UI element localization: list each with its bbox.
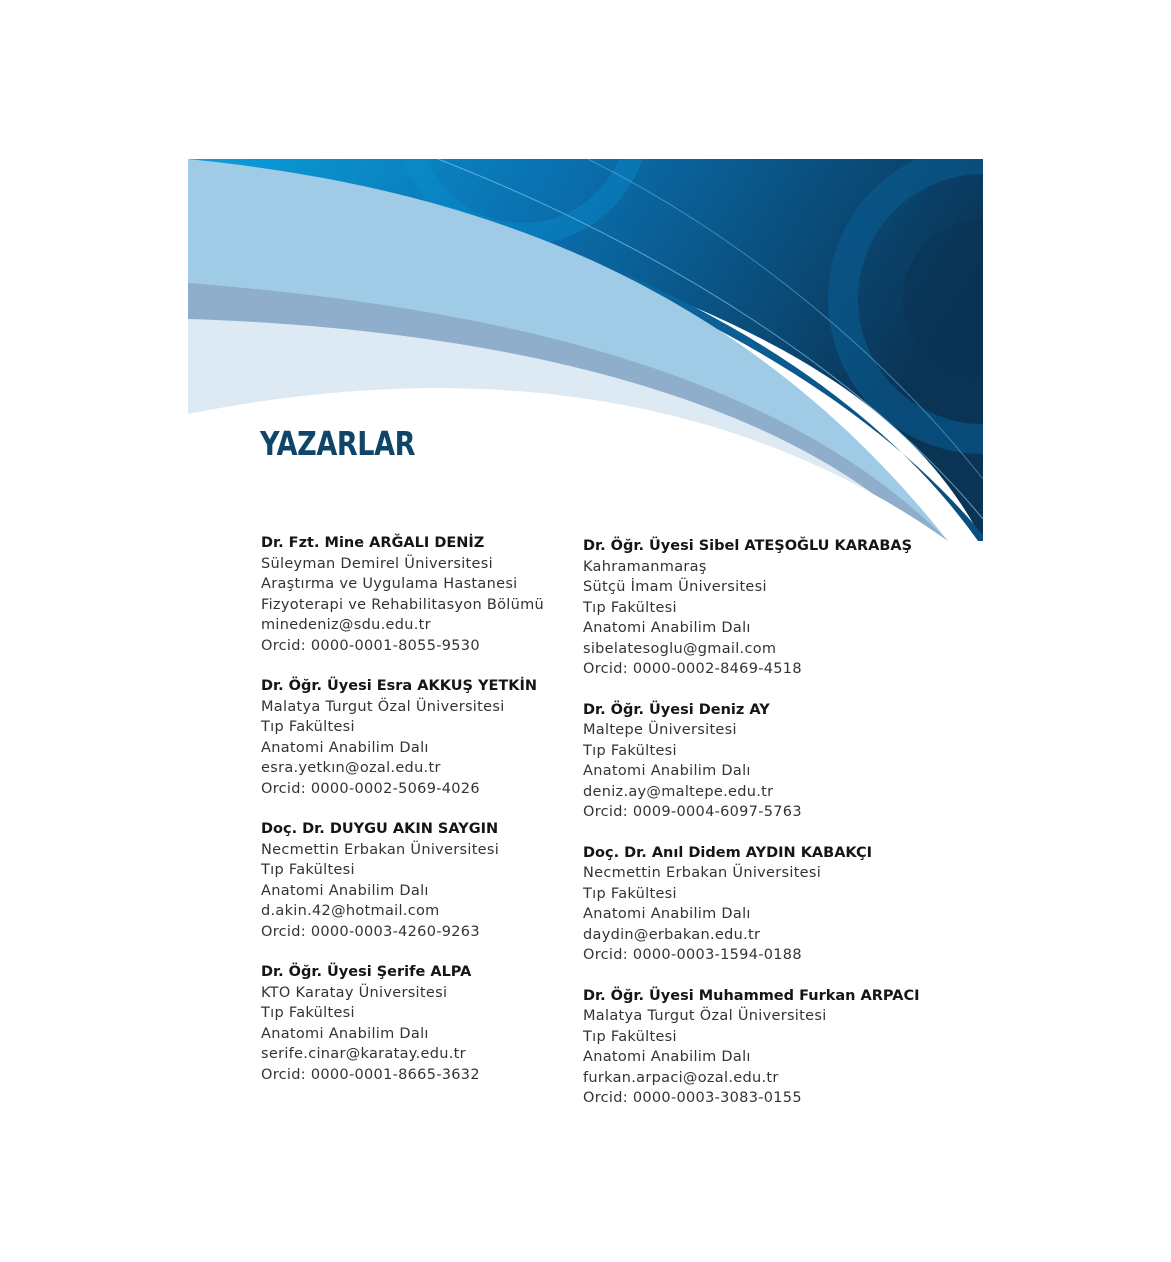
header-banner xyxy=(188,159,983,541)
author-name: Dr. Öğr. Üyesi Esra AKKUŞ YETKİN xyxy=(261,678,538,694)
author-faculty: Tıp Fakültesi xyxy=(261,862,355,878)
author-email: d.akin.42@hotmail.com xyxy=(261,903,440,919)
author-department: Anatomi Anabilim Dalı xyxy=(261,1025,429,1042)
author-department: Anatomi Anabilim Dalı xyxy=(261,739,429,756)
author-entry xyxy=(583,986,943,1109)
author-department: Anatomi Anabilim Dalı xyxy=(583,620,751,636)
author-name: Dr. Fzt. Mine ARĞALI DENİZ xyxy=(261,535,485,551)
author-affiliation: Araştırma ve Uygulama Hastanesi xyxy=(261,576,518,592)
author-email: esra.yetkın@ozal.edu.tr xyxy=(261,760,441,776)
author-affiliation: Maltepe Üniversitesi xyxy=(583,722,737,738)
author-faculty: Tıp Fakültesi xyxy=(583,742,677,759)
author-faculty: Tıp Fakültesi xyxy=(261,1005,355,1021)
author-name: Dr. Öğr. Üyesi Şerife ALPA xyxy=(261,964,472,980)
author-orcid: Orcid: 0000-0003-1594-0188 xyxy=(583,947,802,963)
author-name: Dr. Öğr. Üyesi Deniz AY xyxy=(583,701,770,718)
author-affiliation: Malatya Turgut Özal Üniversitesi xyxy=(583,1008,827,1024)
author-email: sibelatesoglu@gmail.com xyxy=(583,640,777,657)
author-entry xyxy=(261,676,571,799)
author-name: Doç. Dr. Anıl Didem AYDIN KABAKÇI xyxy=(583,844,873,861)
author-affiliation: Malatya Turgut Özal Üniversitesi xyxy=(261,698,505,715)
author-email: furkan.arpaci@ozal.edu.tr xyxy=(583,1069,779,1086)
author-department: Fizyoterapi ve Rehabilitasyon Bölümü xyxy=(261,596,545,613)
author-email: minedeniz@sdu.edu.tr xyxy=(261,617,431,633)
author-department: Anatomi Anabilim Dalı xyxy=(583,763,751,779)
author-faculty: Tıp Fakültesi xyxy=(583,885,677,902)
author-city: Kahramanmaraş xyxy=(583,558,707,575)
author-affiliation: Necmettin Erbakan Üniversitesi xyxy=(583,865,822,881)
author-email: serife.cinar@karatay.edu.tr xyxy=(261,1046,466,1062)
wave-banner-graphic xyxy=(188,159,983,541)
author-entry xyxy=(583,536,943,680)
author-entry xyxy=(261,819,571,942)
author-email: daydin@erbakan.edu.tr xyxy=(583,926,761,943)
author-orcid: Orcid: 0009-0004-6097-5763 xyxy=(583,804,802,820)
author-faculty: Tıp Fakültesi xyxy=(583,599,677,616)
author-entry xyxy=(583,843,943,966)
author-entry xyxy=(261,962,571,1085)
author-orcid: Orcid: 0000-0002-5069-4026 xyxy=(261,780,480,797)
author-entry xyxy=(583,700,943,823)
author-entry xyxy=(261,533,571,656)
author-email: deniz.ay@maltepe.edu.tr xyxy=(583,783,774,800)
author-affiliation: Necmettin Erbakan Üniversitesi xyxy=(261,841,500,858)
author-department: Anatomi Anabilim Dalı xyxy=(583,906,751,922)
author-name: Dr. Öğr. Üyesi Sibel ATEŞOĞLU KARABAŞ xyxy=(583,538,913,554)
author-affiliation: Süleyman Demirel Üniversitesi xyxy=(261,555,493,572)
author-faculty: Tıp Fakültesi xyxy=(583,1028,677,1045)
author-affiliation: KTO Karatay Üniversitesi xyxy=(261,984,448,1001)
author-department: Anatomi Anabilim Dalı xyxy=(261,882,429,899)
author-department: Anatomi Anabilim Dalı xyxy=(583,1049,751,1065)
page-title: YAZARLAR xyxy=(260,424,416,463)
author-orcid: Orcid: 0000-0003-3083-0155 xyxy=(583,1090,802,1106)
author-orcid: Orcid: 0000-0001-8665-3632 xyxy=(261,1066,480,1083)
author-affiliation: Sütçü İmam Üniversitesi xyxy=(583,579,767,595)
authors-right-column xyxy=(583,536,943,1129)
author-faculty: Tıp Fakültesi xyxy=(261,719,355,735)
author-orcid: Orcid: 0000-0003-4260-9263 xyxy=(261,923,480,940)
author-name: Dr. Öğr. Üyesi Muhammed Furkan ARPACI xyxy=(583,987,920,1004)
author-orcid: Orcid: 0000-0001-8055-9530 xyxy=(261,637,480,654)
authors-left-column xyxy=(261,533,571,1105)
author-orcid: Orcid: 0000-0002-8469-4518 xyxy=(583,661,802,677)
author-name: Doç. Dr. DUYGU AKIN SAYGIN xyxy=(261,821,499,837)
